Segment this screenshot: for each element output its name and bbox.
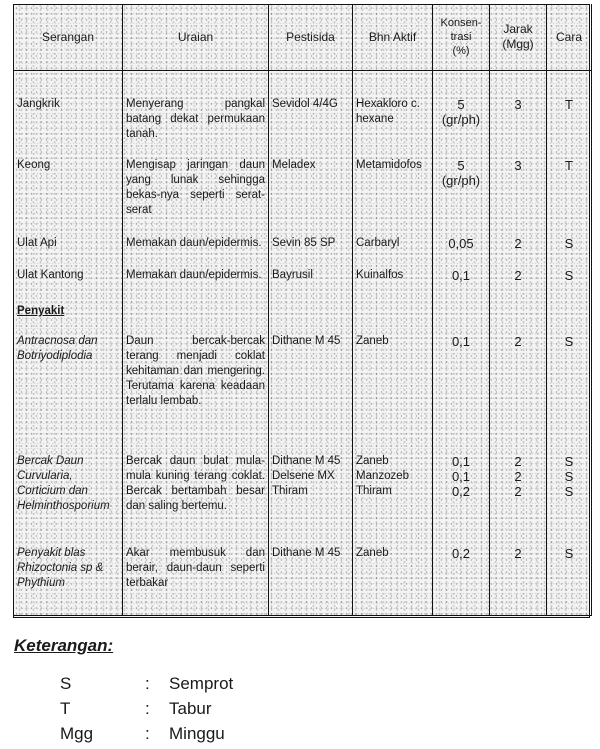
uraian-cell: Bercak daun bulat mula-mula kuning terang coklat. Bercak bertambah besar dan saling bertemu. xyxy=(123,448,269,542)
konsentrasi-cell: 5 (gr/ph) xyxy=(433,71,490,143)
header-cara: Cara xyxy=(547,4,592,71)
legend-separator: : xyxy=(145,674,150,693)
pestisida-cell: Sevidol 4/4G xyxy=(269,71,353,143)
konsentrasi-cell: 0,1 xyxy=(433,326,490,448)
bahan-aktif-cell: Zaneb Manzozeb Thiram xyxy=(353,448,433,542)
cara-cell: T xyxy=(547,71,592,143)
jarak-cell: 2 xyxy=(490,256,547,290)
serangan-cell: Jangkrik xyxy=(14,71,123,143)
bahan-aktif-cell: Metamidofos xyxy=(353,142,433,218)
cara-cell: S xyxy=(547,256,592,290)
empty-cell xyxy=(433,290,490,326)
table-row xyxy=(14,448,592,542)
header-jarak: Jarak (Mgg) xyxy=(490,4,547,71)
legend-value: Tabur xyxy=(169,699,212,718)
uraian-cell: Memakan daun/epidermis. xyxy=(123,218,269,256)
uraian-cell: Memakan daun/epidermis. xyxy=(123,256,269,290)
serangan-cell: Keong xyxy=(14,142,123,218)
legend-key: S xyxy=(60,674,72,693)
pestisida-cell: Dithane M 45 Delsene MX Thiram xyxy=(269,448,353,542)
empty-cell xyxy=(123,290,269,326)
section-cell xyxy=(14,290,123,326)
legend-key: Mgg xyxy=(60,724,94,743)
jarak-cell: 2 xyxy=(490,218,547,256)
serangan-cell: Antracnosa dan Botriyodiplodia xyxy=(14,326,123,448)
empty-cell xyxy=(269,290,353,326)
table-row xyxy=(14,256,592,290)
section-penyakit: Penyakit xyxy=(17,305,65,317)
serangan-cell: Bercak Daun Curvularia, Corticium dan Helminthosporium xyxy=(14,448,123,542)
table-row xyxy=(14,142,592,218)
serangan-cell: Penyakit blas Rhizoctonia sp & Phythium xyxy=(14,542,123,616)
jarak-cell: 3 xyxy=(490,71,547,143)
bahan-aktif-cell: Carbaryl xyxy=(353,218,433,256)
jarak-cell: 2 2 2 xyxy=(490,448,547,542)
table-row xyxy=(14,326,592,448)
konsentrasi-cell: 0,2 xyxy=(433,542,490,616)
pestisida-cell: Sevin 85 SP xyxy=(269,218,353,256)
pestisida-cell: Dithane M 45 xyxy=(269,326,353,448)
uraian-cell: Akar membusuk dan berair, daun-daun seperti terbakar xyxy=(123,542,269,616)
empty-cell xyxy=(353,290,433,326)
table-row xyxy=(14,218,592,256)
legend-separator: : xyxy=(145,699,150,718)
bahan-aktif-cell: Kuinalfos xyxy=(353,256,433,290)
empty-cell xyxy=(490,290,547,326)
serangan-cell: Ulat Api xyxy=(14,218,123,256)
jarak-cell: 2 xyxy=(490,542,547,616)
empty-cell xyxy=(547,290,592,326)
table-row xyxy=(14,71,592,143)
legend-item xyxy=(60,674,233,699)
section-row xyxy=(14,290,592,326)
cara-cell: S xyxy=(547,326,592,448)
pestisida-cell: Dithane M 45 xyxy=(269,542,353,616)
jarak-cell: 3 xyxy=(490,142,547,218)
pestisida-cell: Meladex xyxy=(269,142,353,218)
jarak-cell: 2 xyxy=(490,326,547,448)
legend-item xyxy=(60,699,233,724)
uraian-cell: Mengisap jaringan daun yang lunak sehingga bekas-nya seperti serat-serat xyxy=(123,142,269,218)
table-row xyxy=(14,542,592,616)
konsentrasi-cell: 0,1 xyxy=(433,256,490,290)
legend-value: Minggu xyxy=(169,724,225,743)
header-bahan-aktif: Bhn Aktif xyxy=(353,4,433,71)
legend-separator: : xyxy=(145,724,150,743)
legend-value: Semprot xyxy=(169,674,234,693)
bahan-aktif-cell: Hexakloro c. hexane xyxy=(353,71,433,143)
header-pestisida: Pestisida xyxy=(269,4,353,71)
konsentrasi-cell: 0,05 xyxy=(433,218,490,256)
pestisida-cell: Bayrusil xyxy=(269,256,353,290)
cara-cell: S xyxy=(547,218,592,256)
table-header-row xyxy=(14,4,592,71)
keterangan-title: Keterangan: xyxy=(14,636,114,655)
cara-cell: T xyxy=(547,142,592,218)
uraian-cell: Daun bercak-bercak terang menjadi coklat kehitaman dan mengering. Terutama karena keadaan terlalu lembab. xyxy=(123,326,269,448)
pesticide-table xyxy=(13,4,592,616)
cara-cell: S xyxy=(547,542,592,616)
konsentrasi-cell: 5 (gr/ph) xyxy=(433,142,490,218)
bahan-aktif-cell: Zaneb xyxy=(353,326,433,448)
header-konsentrasi: Konsen- trasi (%) xyxy=(433,4,490,71)
bahan-aktif-cell: Zaneb xyxy=(353,542,433,616)
legend-item xyxy=(60,724,233,749)
header-serangan: Serangan xyxy=(14,4,123,71)
header-uraian: Uraian xyxy=(123,4,269,71)
serangan-cell: Ulat Kantong xyxy=(14,256,123,290)
legend-key: T xyxy=(60,699,71,718)
uraian-cell: Menyerang pangkal batang dekat permukaan tanah. xyxy=(123,71,269,143)
legend xyxy=(60,674,233,749)
cara-cell: S S S xyxy=(547,448,592,542)
konsentrasi-cell: 0,1 0,1 0,2 xyxy=(433,448,490,542)
